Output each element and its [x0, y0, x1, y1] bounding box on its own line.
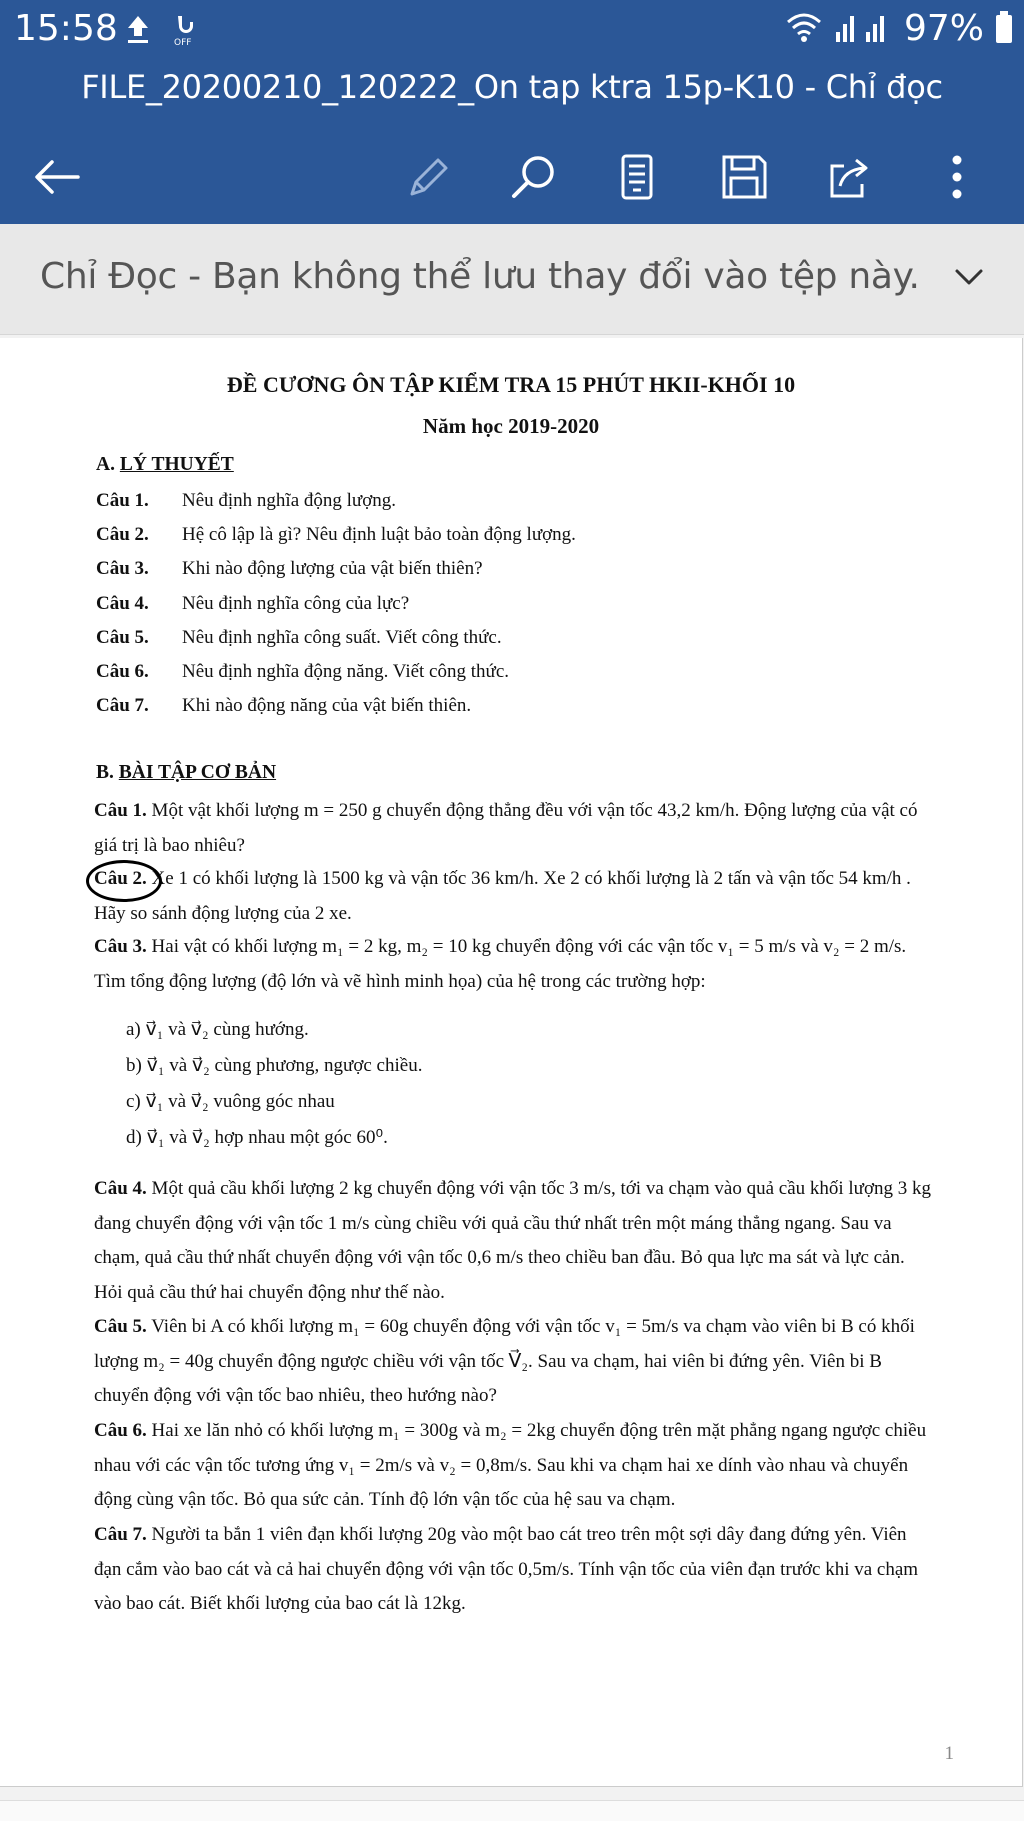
theory-label: Câu 6.: [96, 661, 149, 682]
exercise-item: [94, 1172, 934, 1310]
exercise-item: [94, 1518, 934, 1622]
exercise-label: Câu 3.: [94, 936, 147, 957]
section-b-prefix: B.: [96, 762, 114, 783]
exercise-item: [94, 930, 934, 999]
case-item: c) v⃗₁ và v⃗₂ vuông góc nhau: [126, 1091, 335, 1112]
reading-view-icon[interactable]: [602, 142, 672, 212]
theory-item: [96, 661, 509, 683]
toolbar: [0, 142, 1024, 212]
theory-text: Khi nào động năng của vật biến thiên.: [182, 695, 472, 716]
theory-text: Nêu định nghĩa công suất. Viết công thức.: [182, 627, 502, 648]
back-arrow-icon[interactable]: [22, 142, 92, 212]
exercise-item: [94, 1414, 934, 1518]
theory-text: Nêu định nghĩa động năng. Viết công thức.: [182, 661, 509, 682]
document-page: [0, 338, 1023, 1787]
exercise-text: Hai vật có khối lượng m₁ = 2 kg, m₂ = 10 kg chuyển động với các vận tốc v₁ = 5 m/s và v₂ = 2 m/s. Tìm tổng động lượng (độ lớn và vẽ hình minh họa) của hệ trong các trường hợp:: [94, 936, 907, 992]
exercise-item: [94, 794, 934, 863]
exercise-text: Hai xe lăn nhỏ có khối lượng m₁ = 300g và m₂ = 2kg chuyển động trên mặt phẳng ngang ngược chiều nhau với các vận tốc tương ứng v₁ = 2m/s và v₂ = 0,8m/s. Sau khi va chạm hai xe dính vào nhau và chuyển động cùng vận tốc. Bỏ qua sức cản. Tính độ lớn vận tốc của hệ sau va chạm.: [94, 1420, 927, 1510]
exercise-label: Câu 1.: [94, 800, 147, 821]
exercise-item: [94, 1310, 934, 1414]
save-icon[interactable]: [709, 142, 779, 212]
theory-label: Câu 5.: [96, 627, 149, 648]
case-item: b) v⃗₁ và v⃗₂ cùng phương, ngược chiều.: [126, 1055, 423, 1076]
status-time: 15:58: [14, 8, 118, 49]
theory-text: Hệ cô lập là gì? Nêu định luật bảo toàn động lượng.: [182, 524, 576, 545]
theory-label: Câu 7.: [96, 695, 149, 716]
document-heading: ĐỀ CƯƠNG ÔN TẬP KIỂM TRA 15 PHÚT HKII-KHỐI 10: [226, 372, 796, 397]
exercise-label: Câu 4.: [94, 1178, 147, 1199]
theory-item: [96, 524, 576, 546]
read-only-banner: [0, 224, 1024, 335]
svg-text:OFF: OFF: [174, 38, 192, 48]
theory-text: Nêu định nghĩa công của lực?: [182, 593, 410, 614]
case-item: d) v⃗₁ và v⃗₂ hợp nhau một góc 60⁰.: [126, 1127, 388, 1148]
theory-label: Câu 3.: [96, 558, 149, 579]
document-subheading: Năm học 2019-2020: [422, 414, 600, 438]
next-page-edge: [0, 1800, 1024, 1821]
theory-text: Khi nào động lượng của vật biến thiên?: [182, 558, 483, 579]
exercise-text: Viên bi A có khối lượng m₁ = 60g chuyển động với vận tốc v₁ = 5m/s va chạm vào viên bi B có khối lượng m₂ = 40g chuyển động ngược chiều với vận tốc V⃗₂. Sau va chạm, hai viên bi đứng yên. Viên bi B chuyển động với vận tốc bao nhiêu, theo hướng nào?: [94, 1316, 915, 1406]
section-a-heading: [96, 454, 234, 476]
theory-item: [96, 558, 483, 580]
exercise-label: Câu 5.: [94, 1316, 147, 1337]
battery-icon: [994, 9, 1014, 49]
theory-item: [96, 490, 396, 512]
theory-label: Câu 1.: [96, 490, 149, 511]
document-title: FILE_20200210_120222_On tap ktra 15p-K10 - Chỉ đọc: [81, 68, 943, 106]
search-icon[interactable]: [498, 142, 568, 212]
exercise-text: Xe 1 có khối lượng là 1500 kg và vận tốc 36 km/h. Xe 2 có khối lượng là 2 tấn và vận tốc 54 km/h . Hãy so sánh động lượng của 2 xe.: [94, 868, 911, 924]
case-item: a) v⃗₁ và v⃗₂ cùng hướng.: [126, 1019, 309, 1040]
theory-label: Câu 4.: [96, 593, 149, 614]
theory-item: [96, 593, 409, 615]
page-number: 1: [944, 1743, 954, 1764]
exercise-label: Câu 7.: [94, 1524, 147, 1545]
read-only-message: Chỉ Đọc - Bạn không thể lưu thay đổi vào tệp này.: [40, 256, 920, 297]
theory-label: Câu 2.: [96, 524, 149, 545]
wifi-icon: [784, 10, 824, 48]
exercise-label: Câu 6.: [94, 1420, 147, 1441]
signal-icon: [834, 10, 894, 48]
exercise-text: Một vật khối lượng m = 250 g chuyển động thẳng đều với vận tốc 43,2 km/h. Động lượng của vật có giá trị là bao nhiêu?: [94, 800, 918, 856]
app-header: [0, 62, 1024, 224]
section-b-title: BÀI TẬP CƠ BẢN: [118, 762, 277, 783]
section-a-title: LÝ THUYẾT: [119, 454, 234, 475]
theory-item: [96, 695, 471, 717]
exercise-text: Người ta bắn 1 viên đạn khối lượng 20g vào một bao cát treo trên một sợi dây đang đứng yên. Viên đạn cắm vào bao cát và cả hai chuyển động với vận tốc 0,5m/s. Tính vận tốc của viên đạn trước khi va chạm vào bao cát. Biết khối lượng của bao cát là 12kg.: [94, 1524, 919, 1614]
upload-icon: [124, 12, 152, 52]
battery-percent: 97%: [903, 8, 984, 49]
edit-pen-icon[interactable]: [392, 142, 462, 212]
section-a-prefix: A.: [96, 454, 115, 475]
share-icon[interactable]: [814, 142, 884, 212]
sound-off-icon: [170, 12, 200, 52]
theory-item: [96, 627, 502, 649]
chevron-down-icon[interactable]: [952, 260, 986, 298]
handwritten-circle-annotation: [86, 860, 162, 902]
exercise-text: Một quả cầu khối lượng 2 kg chuyển động với vận tốc 3 m/s, tới va chạm vào quả cầu khối lượng 3 kg đang chuyển động với vận tốc 1 m/s cùng chiều với quả cầu thứ nhất trên một máng thẳng ngang. Sau va chạm, quả cầu thứ nhất chuyển động với vận tốc 0,6 m/s theo chiều ban đầu. Bỏ qua lực ma sát và lực cản. Hỏi quả cầu thứ hai chuyển động như thế nào.: [94, 1178, 932, 1303]
more-options-icon[interactable]: [922, 142, 992, 212]
exercise-label: Câu 2.: [94, 868, 147, 889]
exercise-item: [94, 862, 934, 931]
status-bar: [0, 0, 1024, 62]
section-b-heading: [96, 762, 276, 784]
theory-text: Nêu định nghĩa động lượng.: [182, 490, 397, 511]
